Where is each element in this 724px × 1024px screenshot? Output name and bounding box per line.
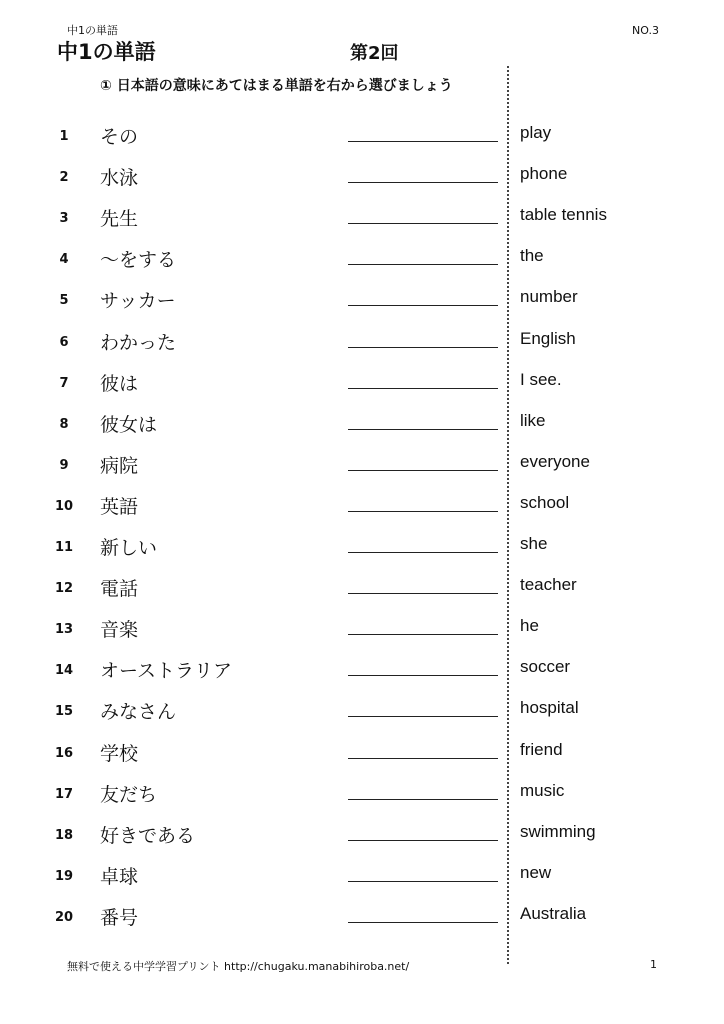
question-number: 15 <box>54 704 74 720</box>
answer-blank[interactable] <box>348 716 498 717</box>
english-choice: he <box>520 616 539 636</box>
question-number: 12 <box>54 581 74 597</box>
question-row <box>0 903 724 944</box>
japanese-word: 電話 <box>100 578 139 601</box>
question-number: 6 <box>59 334 69 350</box>
english-choice: soccer <box>520 657 571 677</box>
english-choice: I see. <box>520 369 562 389</box>
question-row <box>0 697 724 738</box>
answer-blank[interactable] <box>348 552 498 553</box>
japanese-word: 番号 <box>100 906 139 929</box>
japanese-word: 卓球 <box>100 865 139 888</box>
english-choice: number <box>520 287 578 307</box>
question-number: 3 <box>59 211 69 227</box>
japanese-word: 病院 <box>100 454 139 477</box>
answer-blank[interactable] <box>348 182 498 183</box>
answer-blank[interactable] <box>348 141 498 142</box>
question-row <box>0 574 724 615</box>
question-row <box>0 122 724 163</box>
question-number: 7 <box>59 375 69 391</box>
answer-blank[interactable] <box>348 881 498 882</box>
question-row <box>0 204 724 245</box>
japanese-word: ～をする <box>100 249 177 272</box>
japanese-word: オーストラリア <box>100 660 233 683</box>
answer-blank[interactable] <box>348 347 498 348</box>
answer-blank[interactable] <box>348 758 498 759</box>
english-choice: phone <box>520 164 568 184</box>
answer-blank[interactable] <box>348 429 498 430</box>
japanese-word: わかった <box>100 331 177 354</box>
header-subtitle: 中1の単語 <box>67 24 118 37</box>
question-row <box>0 286 724 327</box>
question-row <box>0 369 724 410</box>
english-choice: English <box>520 328 576 348</box>
question-number: 5 <box>59 293 69 309</box>
question-number: 10 <box>54 498 74 514</box>
question-number: 20 <box>54 909 74 925</box>
question-number: 16 <box>54 745 74 761</box>
question-number: 9 <box>59 457 69 473</box>
japanese-word: その <box>100 126 139 148</box>
answer-blank[interactable] <box>348 305 498 306</box>
japanese-word: 音楽 <box>100 619 139 642</box>
english-choice: teacher <box>520 575 577 595</box>
japanese-word: 水泳 <box>100 167 139 190</box>
japanese-word: 彼は <box>100 372 139 395</box>
english-choice: music <box>520 780 565 800</box>
question-row <box>0 656 724 697</box>
japanese-word: サッカー <box>100 290 176 313</box>
question-row <box>0 780 724 821</box>
question-row <box>0 533 724 574</box>
japanese-word: 好きである <box>100 824 196 847</box>
question-number: 8 <box>59 416 69 432</box>
question-number: 17 <box>54 786 74 802</box>
answer-blank[interactable] <box>348 470 498 471</box>
question-row <box>0 615 724 656</box>
answer-blank[interactable] <box>348 799 498 800</box>
japanese-word: みなさん <box>100 701 177 724</box>
page-title: 中1の単語 <box>57 40 156 64</box>
question-row <box>0 739 724 780</box>
question-row <box>0 410 724 451</box>
english-choice: she <box>520 534 548 553</box>
english-choice: school <box>520 492 570 512</box>
answer-blank[interactable] <box>348 223 498 224</box>
question-row <box>0 492 724 533</box>
instruction-text: ① 日本語の意味にあてはまる単語を右から選びましょう <box>100 78 453 94</box>
english-choice: table tennis <box>520 205 607 225</box>
question-number: 13 <box>54 622 74 638</box>
answer-blank[interactable] <box>348 388 498 389</box>
question-number: 4 <box>59 252 69 268</box>
english-choice: like <box>520 410 546 430</box>
english-choice: swimming <box>520 821 596 841</box>
japanese-word: 先生 <box>100 208 139 231</box>
question-row <box>0 862 724 903</box>
question-number: 1 <box>59 129 69 144</box>
question-row <box>0 245 724 286</box>
english-choice: hospital <box>520 698 579 718</box>
question-row <box>0 821 724 862</box>
japanese-word: 彼女は <box>100 413 158 436</box>
question-number: 18 <box>54 827 74 843</box>
answer-blank[interactable] <box>348 840 498 841</box>
question-row <box>0 163 724 204</box>
answer-blank[interactable] <box>348 634 498 635</box>
question-number: 11 <box>54 540 74 555</box>
english-choice: play <box>520 123 552 142</box>
question-row <box>0 328 724 369</box>
question-number: 19 <box>54 868 74 884</box>
english-choice: new <box>520 862 552 882</box>
japanese-word: 新しい <box>100 537 158 559</box>
footer-text: 無料で使える中学学習プリント http://chugaku.manabihiroba.net/ <box>67 960 410 973</box>
answer-blank[interactable] <box>348 922 498 923</box>
answer-blank[interactable] <box>348 593 498 594</box>
japanese-word: 学校 <box>100 742 139 765</box>
round-label: 第2回 <box>350 43 399 64</box>
japanese-word: 英語 <box>100 495 139 518</box>
question-number: 2 <box>59 170 69 186</box>
english-choice: everyone <box>520 451 590 471</box>
answer-blank[interactable] <box>348 511 498 512</box>
answer-blank[interactable] <box>348 264 498 265</box>
answer-blank[interactable] <box>348 675 498 676</box>
english-choice: Australia <box>520 903 587 923</box>
question-row <box>0 451 724 492</box>
japanese-word: 友だち <box>100 783 158 806</box>
question-number: 14 <box>54 663 74 679</box>
english-choice: friend <box>520 739 563 759</box>
english-choice: the <box>520 246 544 266</box>
page-number-label: NO.3 <box>632 24 659 37</box>
footer-page-number: 1 <box>650 958 657 971</box>
